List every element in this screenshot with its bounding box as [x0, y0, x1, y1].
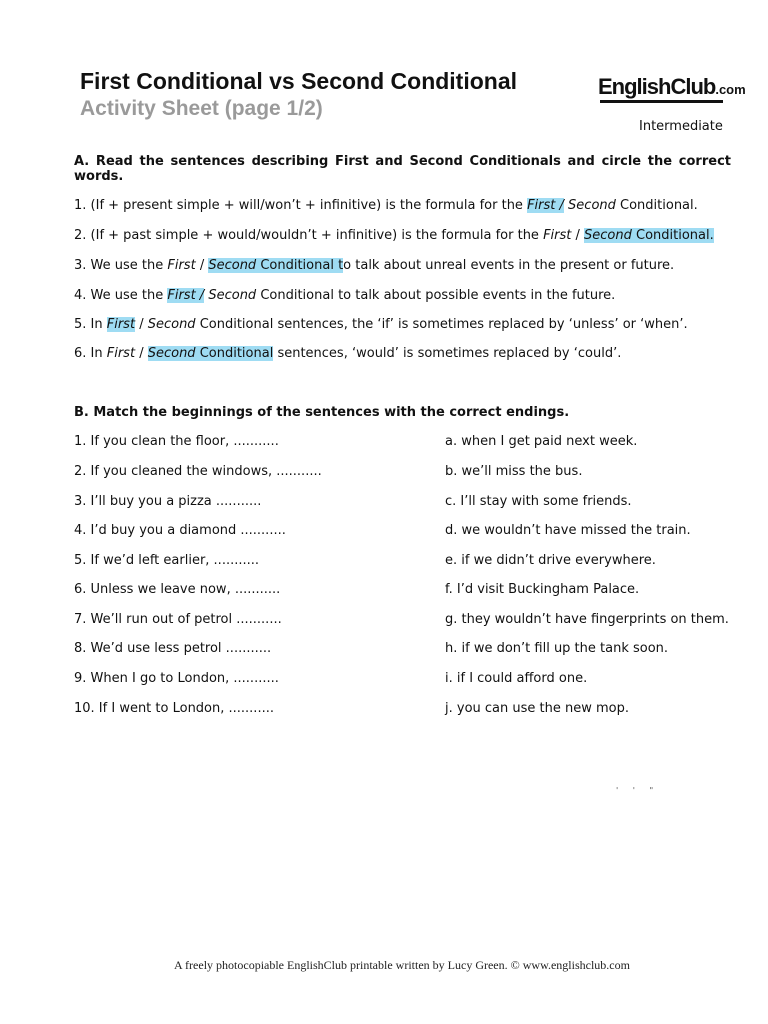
- sentence-text: 5. In: [74, 317, 107, 332]
- option-second[interactable]: Second: [568, 198, 616, 213]
- section-a-heading: A. Read the sentences describing First and Second Conditionals and circle the correct words.: [74, 154, 731, 184]
- beginning-item: 8. We’d use less petrol ...........: [74, 641, 272, 656]
- highlight-span: Second Conditional: [147, 346, 274, 361]
- ending-item: d. we wouldn’t have missed the train.: [445, 523, 691, 538]
- option-slash: /: [135, 346, 148, 361]
- option-second[interactable]: Second: [584, 228, 632, 243]
- section-b-heading: B. Match the beginnings of the sentences with the correct endings.: [74, 405, 570, 420]
- ending-item: g. they wouldn’t have fingerprints on them.: [445, 612, 729, 627]
- englishclub-logo: [598, 74, 746, 100]
- sentence-text: Conditional.: [615, 198, 698, 213]
- sentence-text: 4. We use the: [74, 288, 168, 303]
- worksheet-subtitle: Activity Sheet (page 1/2): [80, 97, 323, 120]
- ending-item: f. I’d visit Buckingham Palace.: [445, 582, 640, 597]
- option-slash: /: [571, 228, 585, 243]
- option-slash: /: [195, 258, 209, 273]
- logo-main-text: EnglishClub: [598, 74, 716, 99]
- sentence-text: 3. We use the: [74, 258, 168, 273]
- option-second[interactable]: Second: [208, 258, 257, 273]
- ending-item: h. if we don’t fill up the tank soon.: [445, 641, 669, 656]
- beginning-item: 9. When I go to London, ...........: [74, 671, 279, 686]
- sentence-1: [74, 198, 698, 213]
- option-first[interactable]: First: [167, 258, 196, 273]
- sentence-text: 1. (If + present simple + will/won’t + infinitive) is the formula for the: [74, 198, 528, 213]
- ending-item: c. I’ll stay with some friends.: [445, 494, 632, 509]
- beginning-item: 2. If you cleaned the windows, ...........: [74, 464, 322, 479]
- highlight-span: Second Conditional t: [208, 258, 344, 273]
- option-first[interactable]: First /: [527, 198, 564, 213]
- scribble-marks: ' ' ": [616, 786, 660, 795]
- worksheet-title: First Conditional vs Second Conditional: [80, 68, 518, 94]
- option-second[interactable]: Second: [147, 317, 196, 332]
- beginning-item: 1. If you clean the floor, ...........: [74, 434, 279, 449]
- beginning-item: 5. If we’d left earlier, ...........: [74, 553, 260, 568]
- beginning-item: 7. We’ll run out of petrol ...........: [74, 612, 282, 627]
- ending-item: e. if we didn’t drive everywhere.: [445, 553, 656, 568]
- beginning-item: 6. Unless we leave now, ...........: [74, 582, 281, 597]
- page-footer: A freely photocopiable EnglishClub printable written by Lucy Green. © www.englishclub.com: [174, 958, 630, 972]
- logo-underline: [600, 100, 723, 103]
- sentence-2: [74, 228, 714, 243]
- ending-item: a. when I get paid next week.: [445, 434, 638, 449]
- level-label: Intermediate: [639, 119, 723, 134]
- sentence-5: [74, 317, 688, 332]
- sentence-text: 2. (If + past simple + would/wouldn’t + infinitive) is the formula for the: [74, 228, 544, 243]
- option-first[interactable]: First: [106, 346, 136, 361]
- highlight-span: [584, 228, 714, 243]
- option-slash: /: [135, 317, 148, 332]
- option-first[interactable]: First: [543, 228, 572, 243]
- beginning-item: 10. If I went to London, ...........: [74, 701, 274, 716]
- sentence-3: [74, 258, 674, 273]
- sentence-text: Conditional to talk about possible events in the future.: [256, 288, 616, 303]
- sentence-text: sentences, ‘would’ is sometimes replaced by ‘could’.: [273, 346, 622, 361]
- ending-item: j. you can use the new mop.: [445, 701, 629, 716]
- option-first[interactable]: First /: [167, 288, 205, 303]
- sentence-text: Conditional sentences, the ‘if’ is sometimes replaced by ‘unless’ or ‘when’.: [195, 317, 688, 332]
- logo-tld-text: .com: [715, 82, 746, 97]
- beginning-item: 4. I’d buy you a diamond ...........: [74, 523, 286, 538]
- option-second[interactable]: Second: [147, 346, 196, 361]
- sentence-4: [74, 288, 615, 303]
- sentence-text: o talk about unreal events in the present or future.: [343, 258, 675, 273]
- sentence-6: [74, 346, 621, 361]
- option-second[interactable]: Second: [208, 288, 257, 303]
- option-first[interactable]: First: [106, 317, 136, 332]
- beginning-item: 3. I’ll buy you a pizza ...........: [74, 494, 262, 509]
- ending-item: i. if I could afford one.: [445, 671, 588, 686]
- sentence-text: 6. In: [74, 346, 107, 361]
- sentence-text: Conditional.: [631, 228, 714, 243]
- ending-item: b. we’ll miss the bus.: [445, 464, 583, 479]
